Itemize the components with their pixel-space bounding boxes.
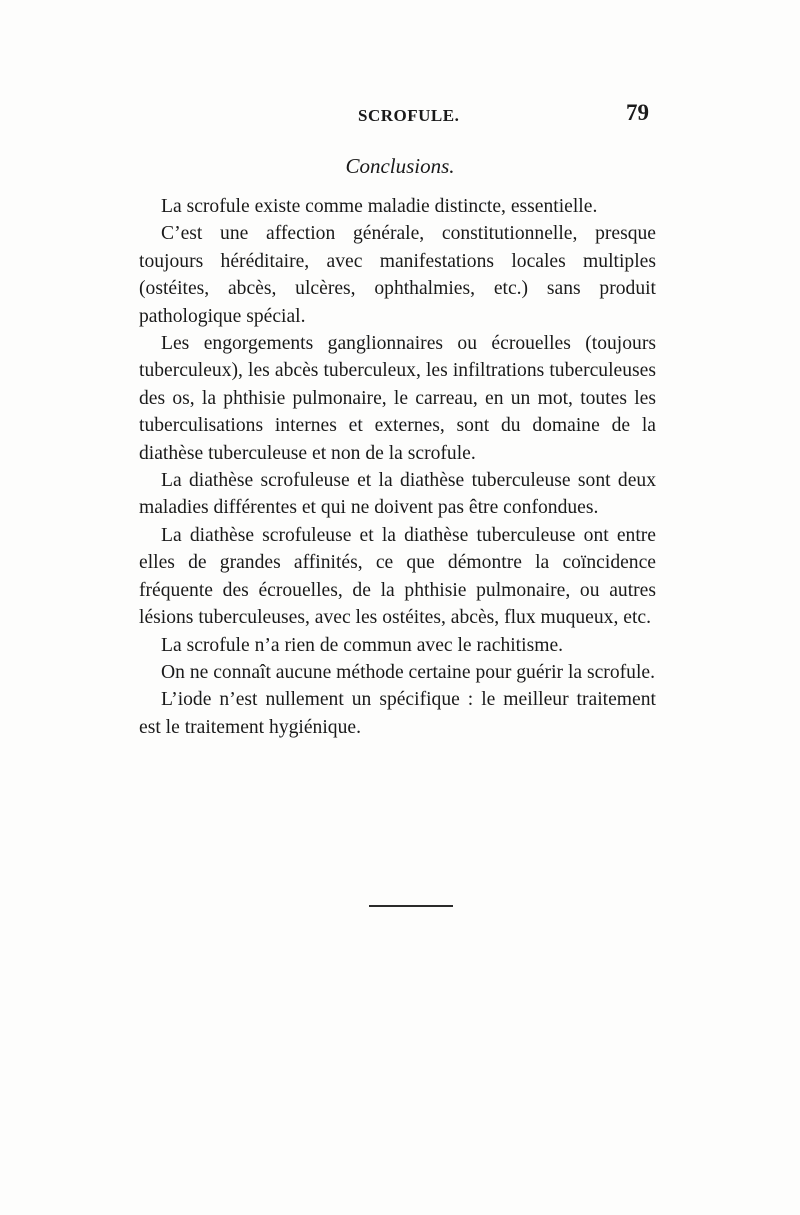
- paragraph: Les engorgements ganglionnaires ou écrouelles (toujours tuberculeux), les abcès tuberculeux, les infiltrations tuberculeuses des os, la phthisie pulmonaire, le carreau, en un mot, toutes les tuberculisations internes et externes, sont du domaine de la diathèse tuberculeuse et non de la scrofule.: [139, 333, 656, 464]
- paragraph: C’est une affection générale, constitutionnelle, presque toujours héréditaire, avec manifestations locales multiples (ostéites, abcès, ulcères, ophthalmies, etc.) sans produit pathologique spécial.: [139, 223, 656, 327]
- end-rule: [369, 905, 453, 907]
- running-head: SCROFULE.: [358, 106, 460, 125]
- page-number: 79: [626, 100, 649, 125]
- paragraph: La scrofule existe comme maladie distincte, essentielle.: [161, 196, 598, 217]
- section-title: Conclusions.: [345, 154, 455, 178]
- body-text: [139, 193, 656, 741]
- paragraph: La scrofule n’a rien de commun avec le rachitisme.: [161, 634, 564, 656]
- paragraph: La diathèse scrofuleuse et la diathèse tuberculeuse ont entre elles de grandes affinités, ce que démontre la coïncidence fréquente des écrouelles, de la phthisie pulmonaire, ou autres lésions tuberculeuses, avec les ostéites, abcès, flux muqueux, etc.: [139, 524, 656, 629]
- paragraph: La diathèse scrofuleuse et la diathèse tuberculeuse sont deux maladies différentes et qui ne doivent pas être confondues.: [139, 470, 656, 519]
- paragraph: L’iode n’est nullement un spécifique : le meilleur traitement est le traitement hygiénique.: [139, 689, 656, 738]
- paragraph: On ne connaît aucune méthode certaine pour guérir la scrofule.: [161, 661, 655, 683]
